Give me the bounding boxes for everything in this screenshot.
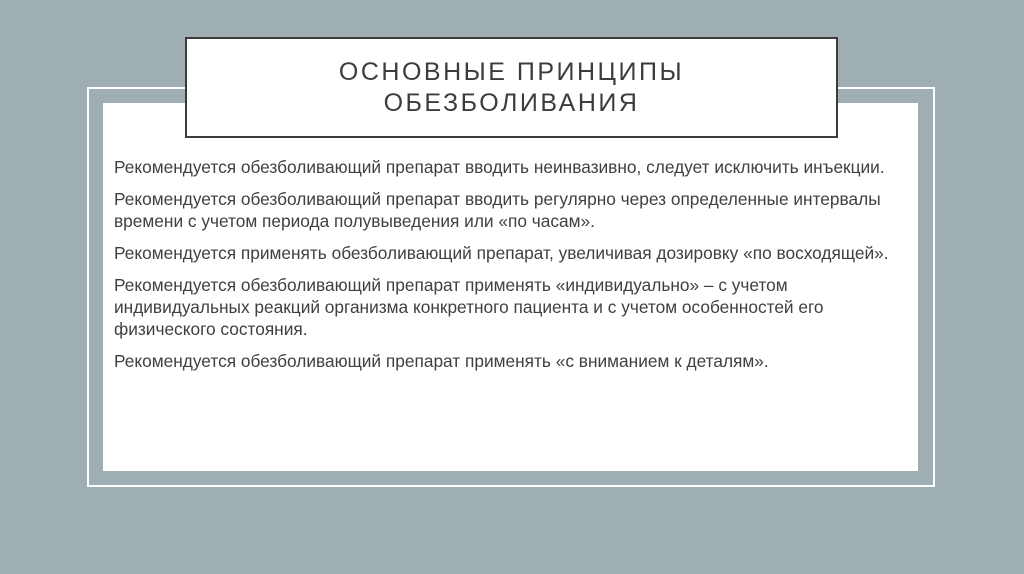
principle-paragraph-5: Рекомендуется обезболивающий препарат применять «с вниманием к деталям». [114, 351, 769, 371]
body-text [114, 156, 914, 382]
slide-title-line-1: ОСНОВНЫЕ ПРИНЦИПЫ [338, 57, 685, 86]
principle-paragraph-1: Рекомендуется обезболивающий препарат вводить неинвазивно, следует исключить инъекции. [114, 157, 885, 177]
title-box [185, 37, 838, 138]
slide-title-line-2: ОБЕЗБОЛИВАНИЯ [383, 88, 640, 117]
principle-paragraph-2: Рекомендуется обезболивающий препарат вводить регулярно через определенные интервалы времени с учетом периода полувыведения или «по часам». [114, 189, 881, 231]
principle-paragraph-3: Рекомендуется применять обезболивающий препарат, увеличивая дозировку «по восходящей». [114, 243, 889, 263]
principle-paragraph-4: Рекомендуется обезболивающий препарат применять «индивидуально» – с учетом индивидуальных реакций организма конкретного пациента и с учетом особенностей его физического состояния. [114, 275, 824, 339]
